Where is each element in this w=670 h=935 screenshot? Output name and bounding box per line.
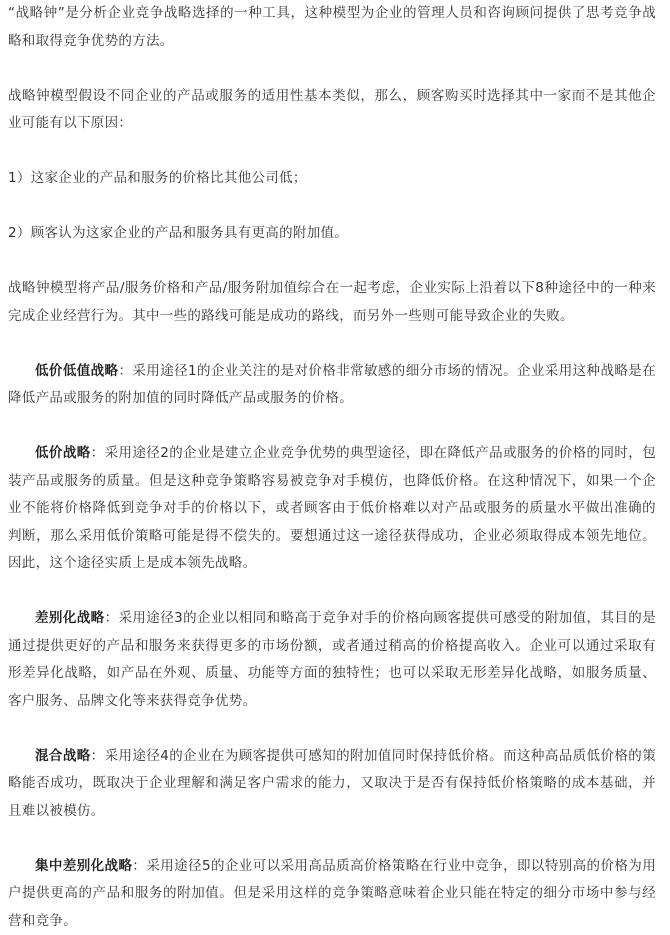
strategy-description: 采用途径3的企业以相同和略高于竞争对手的价格向顾客提供可感受的附加值，其目的是通过提供更好的产品和服务来获得更多的市场份额，或者通过稍高的价格提高收入。企业可以通过采取有形差异化战略，如产品在外观、质量、功能等方面的独特性；也可以采取无形差异化战略，如服务质量、客户服务、品牌文化等来获得竞争优势。 [8,610,656,709]
strategy-separator: ： [91,445,105,461]
strategy-separator: ： [132,858,146,874]
strategy-term: 混合战略 [35,748,91,764]
reason-item-2: 2）顾客认为这家企业的产品和服务具有更高的附加值。 [8,220,656,248]
strategy-differentiation [8,605,656,715]
strategy-description: 采用途径4的企业在为顾客提供可感知的附加值同时保持低价格。而这种高品质低价格的策略能否成功，既取决于企业理解和满足客户需求的能力，又取决于是否有保持低价格策略的成本基础，并且难以被模仿。 [8,748,656,819]
reason-item-1: 1）这家企业的产品和服务的价格比其他公司低； [8,165,656,193]
strategy-separator: ： [91,748,105,764]
strategy-term: 低价低值战略 [35,363,118,379]
strategy-low-price-low-value [8,358,656,413]
strategy-description: 采用途径5的企业可以采用高品质高价格策略在行业中竞争，即以特别高的价格为用户提供更高的产品和服务的附加值。但是采用这样的竞争策略意味着企业只能在特定的细分市场中参与经营和竞争。 [8,858,656,929]
strategy-low-price [8,440,656,578]
strategy-term: 集中差别化战略 [35,858,132,874]
paths-paragraph: 战略钟模型将产品/服务价格和产品/服务附加值综合在一起考虑，企业实际上沿着以下8种途径中的一种来完成企业经营行为。其中一些的路线可能是成功的路线，而另外一些则可能导致企业的失败。 [8,275,656,330]
strategy-description: 采用途径1的企业关注的是对价格非常敏感的细分市场的情况。企业采用这种战略是在降低产品或服务的附加值的同时降低产品或服务的价格。 [8,363,656,407]
strategy-separator: ： [118,363,132,379]
strategy-focused-differentiation [8,853,656,935]
strategy-term: 低价战略 [35,445,91,461]
intro-paragraph: “战略钟”是分析企业竞争战略选择的一种工具，这种模型为企业的管理人员和咨询顾问提供了思考竞争战略和取得竞争优势的方法。 [8,0,656,55]
strategy-hybrid [8,743,656,826]
strategy-term: 差别化战略 [35,610,105,626]
strategy-description: 采用途径2的企业是建立企业竞争优势的典型途径，即在降低产品或服务的价格的同时，包装产品或服务的质量。但是这种竞争策略容易被竞争对手模仿，也降低价格。在这种情况下，如果一个企业不能将价格降低到竞争对手的价格以下，或者顾客由于低价格难以对产品或服务的质量水平做出准确的判断，那么采用低价策略可能是得不偿失的。要想通过这一途径获得成功，企业必须取得成本领先地位。因此，这个途径实质上是成本领先战略。 [8,445,656,571]
assumption-paragraph: 战略钟模型假设不同企业的产品或服务的适用性基本类似，那么，顾客购买时选择其中一家而不是其他企业可能有以下原因： [8,83,656,138]
strategy-separator: ： [105,610,119,626]
